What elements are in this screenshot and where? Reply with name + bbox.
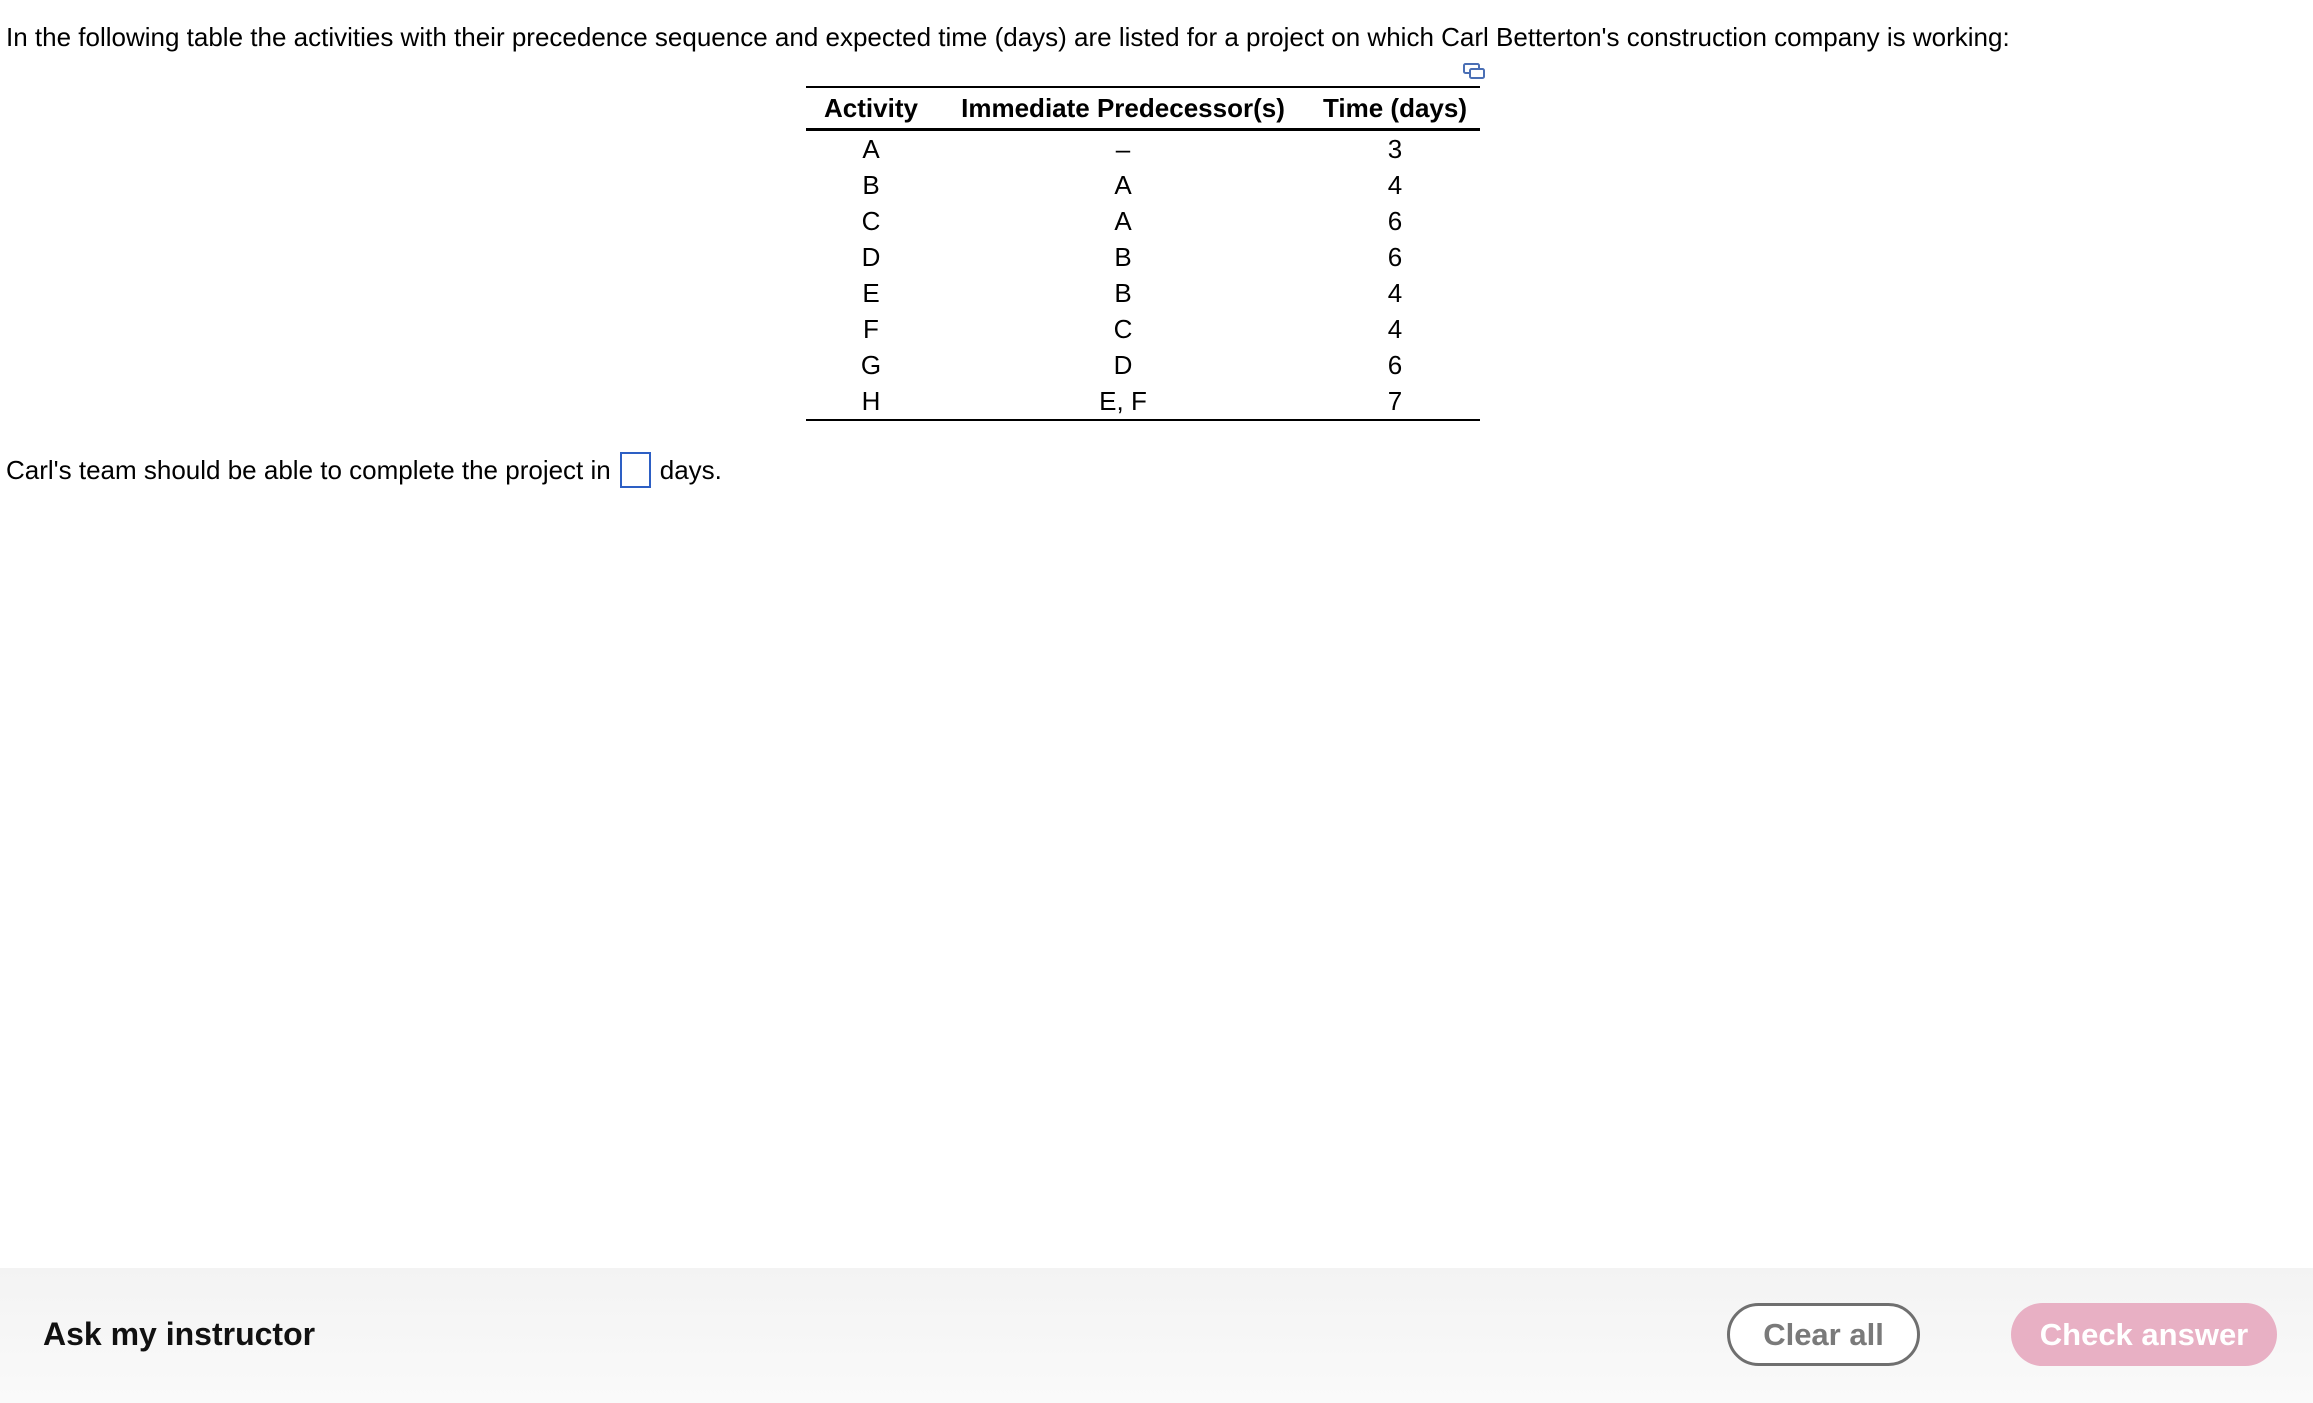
header-time: Time (days) bbox=[1310, 87, 1480, 130]
header-predecessors: Immediate Predecessor(s) bbox=[936, 87, 1310, 130]
time-cell: 4 bbox=[1387, 314, 1403, 344]
time-cell: 4 bbox=[1387, 278, 1403, 308]
check-answer-button[interactable]: Check answer bbox=[2011, 1303, 2277, 1366]
table-row bbox=[806, 239, 1480, 275]
answer-input[interactable] bbox=[620, 452, 651, 488]
ask-instructor-link[interactable]: Ask my instructor bbox=[43, 1316, 316, 1352]
time-cell: 6 bbox=[1387, 242, 1403, 272]
predecessor-cell: B bbox=[1114, 242, 1132, 272]
predecessor-cell: D bbox=[1113, 350, 1133, 380]
table-row bbox=[806, 203, 1480, 239]
copy-table-icon[interactable] bbox=[1462, 62, 1486, 80]
table-header-row bbox=[806, 87, 1480, 130]
table-row bbox=[806, 311, 1480, 347]
footer-bar bbox=[0, 1268, 2313, 1403]
predecessor-cell: A bbox=[1114, 206, 1132, 236]
predecessor-cell: B bbox=[1114, 278, 1132, 308]
table-row bbox=[806, 383, 1480, 420]
activity-cell: C bbox=[861, 206, 881, 236]
predecessor-cell: – bbox=[1115, 134, 1131, 164]
activity-cell: H bbox=[806, 383, 936, 420]
activity-cell: B bbox=[862, 170, 880, 200]
clear-all-button[interactable]: Clear all bbox=[1727, 1303, 1920, 1366]
activity-cell: D bbox=[861, 242, 881, 272]
table-row bbox=[806, 347, 1480, 383]
answer-line bbox=[6, 450, 722, 490]
table-row bbox=[806, 275, 1480, 311]
activity-cell: E bbox=[862, 278, 880, 308]
header-activity: Activity bbox=[806, 87, 936, 130]
time-cell: 7 bbox=[1310, 383, 1480, 420]
activity-cell: F bbox=[863, 314, 879, 344]
table-row bbox=[806, 167, 1480, 203]
answer-suffix: days. bbox=[659, 455, 722, 485]
predecessor-cell: A bbox=[1114, 170, 1132, 200]
activity-table bbox=[806, 86, 1480, 421]
question-text: In the following table the activities with their precedence sequence and expected time (days) are listed for a project on which Carl Betterton's construction company is working: bbox=[6, 22, 2010, 52]
predecessor-cell: E, F bbox=[936, 383, 1310, 420]
table-row bbox=[806, 130, 1480, 168]
predecessor-cell: C bbox=[1113, 314, 1133, 344]
activity-cell: G bbox=[860, 350, 882, 380]
time-cell: 6 bbox=[1387, 206, 1403, 236]
time-cell: 4 bbox=[1387, 170, 1403, 200]
answer-prefix: Carl's team should be able to complete the project in bbox=[6, 455, 611, 485]
activity-cell: A bbox=[862, 134, 880, 164]
time-cell: 6 bbox=[1387, 350, 1403, 380]
time-cell: 3 bbox=[1387, 134, 1403, 164]
